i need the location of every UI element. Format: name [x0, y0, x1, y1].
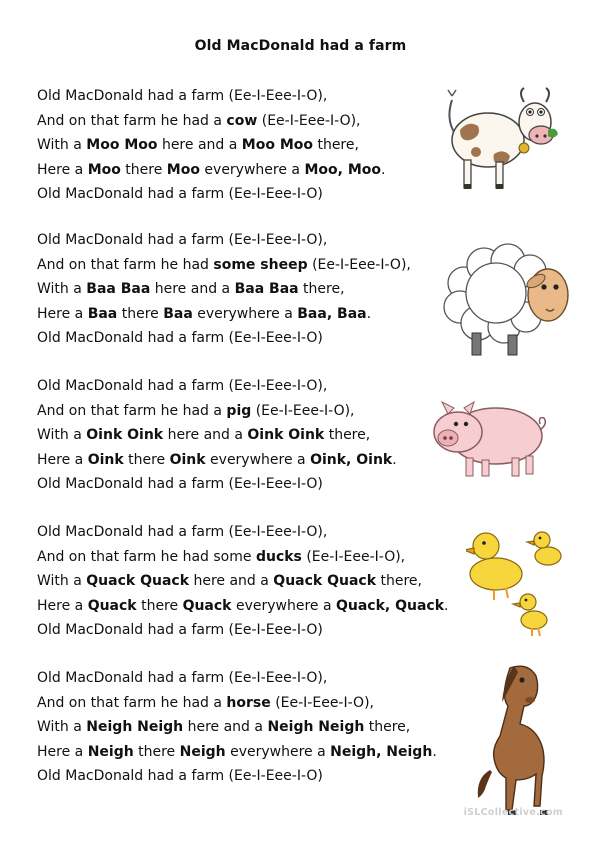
lyric-text: Old MacDonald had a farm (Ee-I-Eee-I-O) [37, 768, 323, 784]
lyric-text: Old MacDonald had a farm (Ee-I-Eee-I-O) [37, 186, 323, 202]
lyric-text: Here a [37, 597, 88, 614]
lyric-bold-text: Moo Moo [241, 137, 313, 153]
lyric-line [37, 253, 411, 278]
lyric-text: here and a [163, 427, 248, 443]
lyric-bold-text: Oink Oink [86, 427, 164, 443]
lyric-bold-text: some sheep [213, 256, 308, 273]
lyric-bold-text: Quack Quack [86, 573, 190, 589]
pig-icon [426, 392, 550, 482]
lyric-text: With a [37, 573, 87, 589]
lyric-bold-text: Baa Baa [234, 281, 299, 297]
lyric-bold-text: pig [226, 402, 252, 419]
lyric-text: there, [298, 281, 345, 297]
lyric-line [37, 569, 448, 594]
lyric-bold-text: Quack, Quack [335, 597, 445, 614]
lyric-text: (Ee-I-Eee-I-O), [251, 402, 355, 419]
lyric-line [37, 618, 448, 643]
lyric-bold-text: Moo Moo [86, 137, 158, 153]
cow-icon [440, 82, 558, 200]
lyric-line [37, 374, 397, 399]
lyric-text: there [136, 597, 183, 614]
lyric-line [37, 666, 437, 691]
lyric-line [37, 691, 437, 716]
verse-sheep [37, 228, 411, 351]
lyric-bold-text: Quack [182, 597, 232, 614]
lyric-bold-text: Quack [87, 597, 137, 614]
lyric-text: Old MacDonald had a farm (Ee-I-Eee-I-O) [37, 330, 323, 346]
lyric-bold-text: Baa Baa [86, 281, 151, 297]
lyric-text: everywhere a [192, 305, 298, 322]
lyric-bold-text: cow [226, 112, 258, 129]
lyric-text: here and a [150, 281, 235, 297]
lyric-line [37, 302, 411, 327]
lyric-text: Here a [37, 305, 88, 322]
lyric-bold-text: Neigh [87, 743, 134, 760]
lyric-bold-text: ducks [255, 548, 302, 565]
lyric-line [37, 520, 448, 545]
lyric-text: With a [37, 281, 87, 297]
lyric-text: everywhere a [205, 451, 311, 468]
lyric-bold-text: horse [226, 694, 271, 711]
lyric-text: . [392, 451, 397, 468]
lyric-line [37, 158, 385, 183]
lyric-bold-text: Oink [169, 451, 206, 468]
lyric-text: Old MacDonald had a farm (Ee-I-Eee-I-O), [37, 670, 328, 686]
lyric-text: And on that farm he had some [37, 548, 256, 565]
lyric-text: . [380, 161, 386, 178]
lyric-text: here and a [157, 137, 242, 153]
lyric-text: there [123, 451, 170, 468]
lyric-line [37, 472, 397, 497]
lyric-bold-text: Oink Oink [247, 427, 325, 443]
lyric-bold-text: Moo [166, 161, 200, 178]
lyric-text: With a [37, 719, 87, 735]
lyric-bold-text: Neigh, Neigh [330, 743, 433, 760]
lyric-text: here and a [183, 719, 268, 735]
lyric-text: here and a [189, 573, 274, 589]
page-title: Old MacDonald had a farm [194, 38, 407, 54]
lyric-bold-text: Oink, Oink [310, 451, 393, 468]
verse-cow [37, 84, 385, 207]
lyric-text: (Ee-I-Eee-I-O), [307, 256, 411, 273]
lyric-text: (Ee-I-Eee-I-O), [301, 548, 406, 565]
lyric-line [37, 715, 437, 740]
lyric-bold-text: Neigh Neigh [86, 719, 184, 735]
lyric-text: everywhere a [225, 743, 331, 760]
lyric-bold-text: Oink [87, 451, 124, 468]
lyric-bold-text: Moo [87, 161, 121, 178]
verse-horse [37, 666, 437, 789]
lyric-text: there, [364, 719, 411, 735]
lyric-text: And on that farm he had a [37, 402, 227, 419]
lyric-bold-text: Neigh Neigh [267, 719, 365, 735]
lyric-text: Here a [37, 161, 88, 178]
lyric-text: (Ee-I-Eee-I-O), [257, 112, 361, 129]
lyric-line [37, 277, 411, 302]
lyric-text: there, [313, 137, 359, 153]
lyric-text: Old MacDonald had a farm (Ee-I-Eee-I-O), [37, 524, 328, 540]
verse-pig [37, 374, 397, 497]
lyric-text: . [432, 743, 437, 760]
lyric-text: Here a [37, 743, 88, 760]
lyric-text: And on that farm he had [37, 256, 214, 273]
lyric-bold-text: Quack Quack [273, 573, 377, 589]
lyric-bold-text: Baa [163, 305, 193, 322]
lyric-text: everywhere a [199, 161, 305, 178]
lyric-text: Old MacDonald had a farm (Ee-I-Eee-I-O), [37, 378, 328, 394]
lyric-text: With a [37, 427, 87, 443]
lyric-text: Here a [37, 451, 88, 468]
lyric-line [37, 764, 437, 789]
lyric-text: And on that farm he had a [37, 694, 227, 711]
lyric-line [37, 228, 411, 253]
lyric-text: there, [376, 573, 422, 589]
lyric-line [37, 448, 397, 473]
ducks-icon [466, 514, 578, 642]
lyric-text: . [444, 597, 449, 614]
lyric-text: Old MacDonald had a farm (Ee-I-Eee-I-O), [37, 232, 328, 248]
lyric-text: everywhere a [231, 597, 336, 614]
lyric-bold-text: Neigh [179, 743, 226, 760]
lyric-bold-text: Baa [87, 305, 118, 322]
lyric-text: And on that farm he had a [37, 112, 227, 129]
lyric-text: Old MacDonald had a farm (Ee-I-Eee-I-O) [37, 476, 323, 492]
lyric-text: there [117, 305, 164, 322]
verse-ducks [37, 520, 448, 643]
lyric-text: Old MacDonald had a farm (Ee-I-Eee-I-O), [37, 88, 328, 104]
lyric-text: there [120, 161, 167, 178]
lyric-line [37, 133, 385, 158]
lyric-line [37, 326, 411, 351]
lyric-bold-text: Moo, Moo [304, 161, 381, 178]
lyric-text: there [133, 743, 180, 760]
horse-icon [470, 660, 568, 820]
lyric-text: Old MacDonald had a farm (Ee-I-Eee-I-O) [37, 622, 323, 638]
sheep-icon [440, 235, 575, 360]
lyric-line [37, 109, 385, 134]
lyric-text: . [366, 305, 372, 322]
lyric-line [37, 740, 437, 765]
lyric-bold-text: Baa, Baa [297, 305, 367, 322]
lyric-line [37, 545, 448, 570]
lyric-line [37, 399, 397, 424]
lyric-text: there, [324, 427, 371, 443]
lyric-line [37, 423, 397, 448]
lyric-line [37, 84, 385, 109]
lyric-line [37, 182, 385, 207]
lyric-line [37, 594, 448, 619]
lyric-text: With a [37, 137, 87, 153]
lyric-text: (Ee-I-Eee-I-O), [270, 694, 374, 711]
watermark-text: iSLCollective.com [463, 807, 563, 818]
